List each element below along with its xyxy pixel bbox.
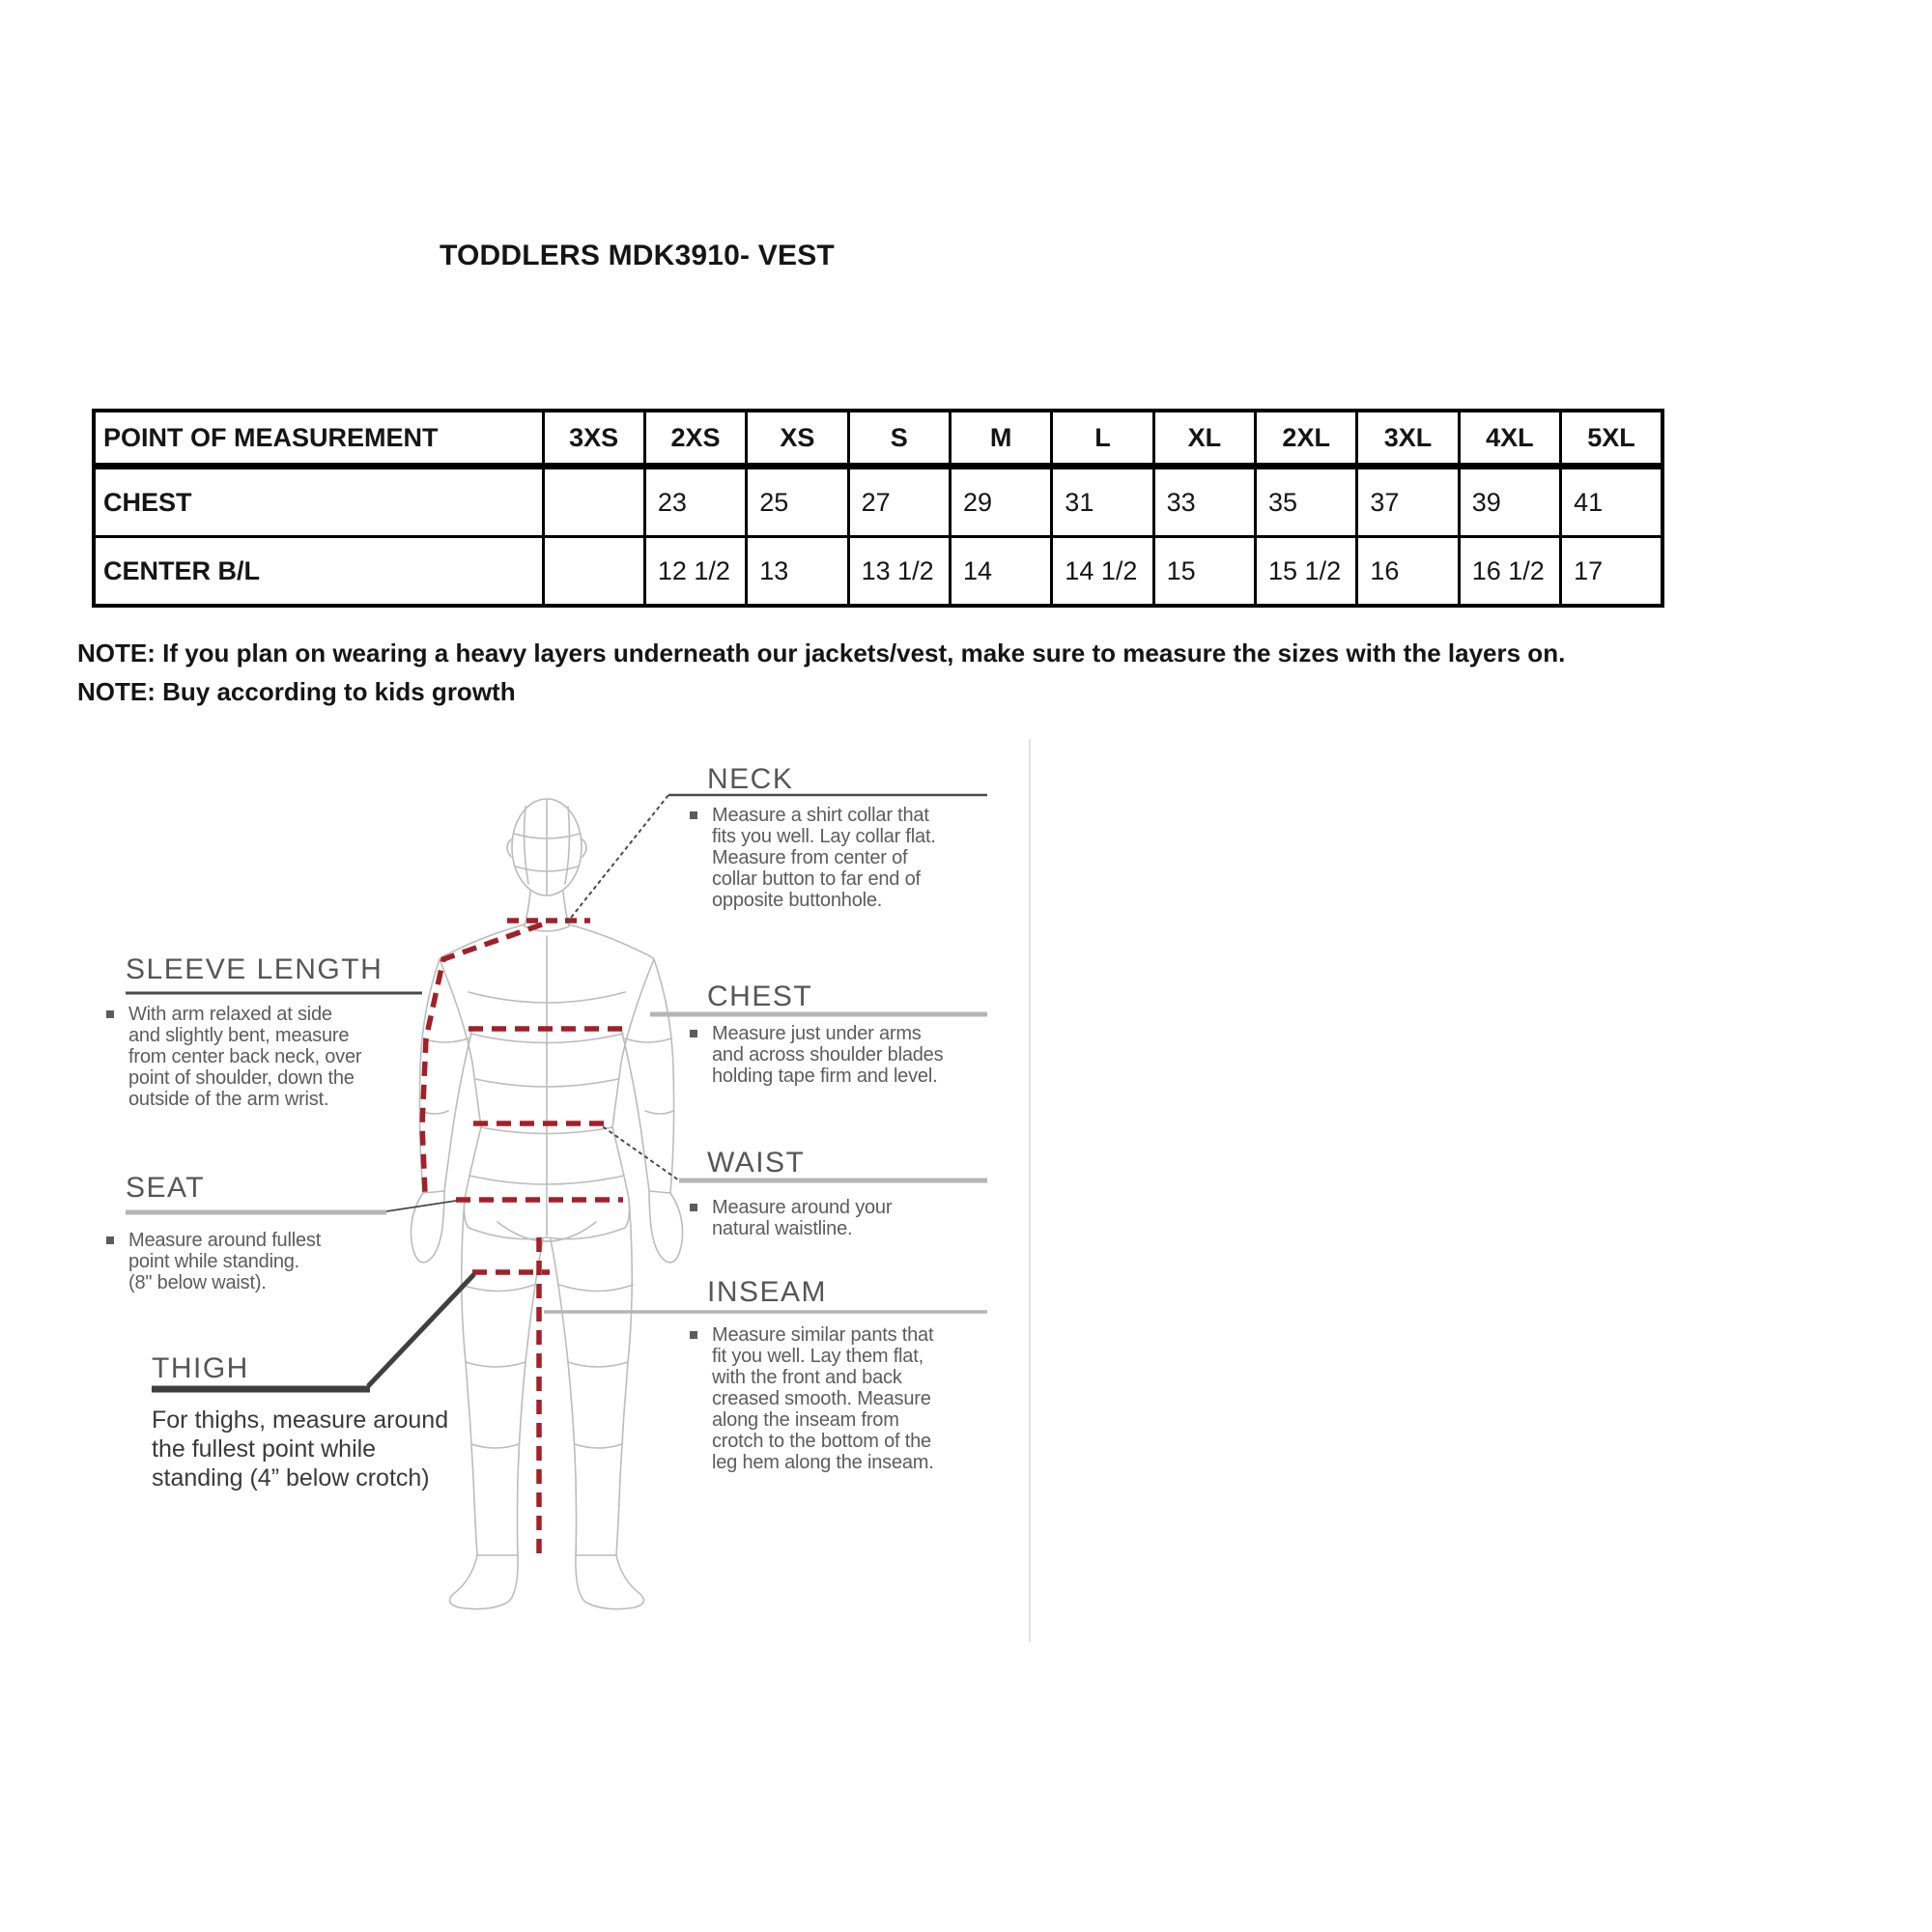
cell: 39 [1459,467,1560,537]
description-line: With arm relaxed at side [128,1004,332,1025]
column-header-2xl: 2XL [1256,411,1357,467]
waist-label: WAIST [707,1147,806,1179]
description-line: creased smooth. Measure [712,1388,931,1409]
description-line: Measure just under arms [712,1023,922,1044]
column-header-4xl: 4XL [1459,411,1560,467]
bullet-icon [690,1204,697,1211]
size-chart-table [92,409,1664,608]
column-header-point-of-measurement: POINT OF MEASUREMENT [94,411,543,467]
cell: 29 [950,467,1051,537]
row-label: CENTER B/L [94,537,543,607]
cell: 15 1/2 [1256,537,1357,607]
description-line: standing (4” below crotch) [152,1464,430,1492]
table-row-chest [94,467,1662,537]
cell: 16 1/2 [1459,537,1560,607]
seat-description [128,1230,321,1293]
thigh-label: THIGH [152,1352,249,1384]
column-header-5xl: 5XL [1561,411,1662,467]
row-label: CHEST [94,467,543,537]
description-line: (8" below waist). [128,1272,267,1293]
chest-label: CHEST [707,980,813,1012]
description-line: crotch to the bottom of the [712,1431,931,1452]
cell: 23 [644,467,746,537]
description-line: collar button to far end of [712,868,921,890]
description-line: and across shoulder blades [712,1044,944,1065]
note-kids-growth: NOTE: Buy according to kids growth [77,677,516,706]
column-header-xl: XL [1153,411,1255,467]
description-line: fit you well. Lay them flat, [712,1346,923,1367]
description-line: leg hem along the inseam. [712,1452,934,1473]
description-line: fits you well. Lay collar flat. [712,826,936,847]
description-line: from center back neck, over [128,1046,362,1067]
description-line: For thighs, measure around [152,1406,449,1434]
cell: 14 [950,537,1051,607]
description-line: point of shoulder, down the [128,1067,355,1089]
column-header-s: S [848,411,950,467]
cell [543,467,644,537]
waist-description [712,1197,892,1239]
seat-leader-line [386,1201,456,1211]
neck-label: NECK [707,763,794,795]
description-line: with the front and back [712,1367,902,1388]
chest-description [712,1023,943,1087]
column-header-m: M [950,411,1051,467]
description-line: natural waistline. [712,1218,853,1239]
description-line: and slightly bent, measure [128,1025,350,1046]
description-line: point while standing. [128,1251,300,1272]
thigh-leader-line [368,1274,474,1386]
cell: 33 [1153,467,1255,537]
cell: 16 [1357,537,1459,607]
cell: 25 [747,467,848,537]
cell: 15 [1153,537,1255,607]
sleeve-length-description [128,1004,361,1110]
description-line: along the inseam from [712,1409,899,1431]
description-line: Measure around your [712,1197,893,1218]
cell: 27 [848,467,950,537]
description-line: Measure from center of [712,847,908,868]
description-line: outside of the arm wrist. [128,1089,329,1110]
inseam-label: INSEAM [707,1276,828,1308]
note-layers: NOTE: If you plan on wearing a heavy layers underneath our jackets/vest, make sure to measure the sizes with the layers on. [77,639,1566,668]
bullet-icon [690,811,697,819]
cell: 13 1/2 [848,537,950,607]
cell: 14 1/2 [1052,537,1153,607]
cell: 41 [1561,467,1662,537]
sleeve-measure-line [422,924,542,1193]
cell: 13 [747,537,848,607]
cell: 31 [1052,467,1153,537]
body-measurement-diagram [82,739,1031,1642]
neck-description [712,805,936,911]
thigh-description [152,1406,448,1492]
cell: 35 [1256,467,1357,537]
table-header-row [94,411,1662,467]
sleeve-length-label: SLEEVE LENGTH [126,953,384,985]
inseam-description [712,1324,934,1473]
bullet-icon [690,1030,697,1037]
seat-label: SEAT [126,1172,206,1204]
bullet-icon [106,1236,114,1244]
description-line: Measure similar pants that [712,1324,934,1346]
cell: 17 [1561,537,1662,607]
description-line: the fullest point while [152,1435,377,1463]
cell: 12 1/2 [644,537,746,607]
column-header-2xs: 2XS [644,411,746,467]
column-header-xs: XS [747,411,848,467]
table-row-center-bl [94,537,1662,607]
column-header-3xl: 3XL [1357,411,1459,467]
cell [543,537,644,607]
cell: 37 [1357,467,1459,537]
description-line: Measure a shirt collar that [712,805,929,826]
column-header-l: L [1052,411,1153,467]
bullet-icon [690,1331,697,1339]
description-line: opposite buttonhole. [712,890,883,911]
neck-leader-line [567,795,668,923]
description-line: Measure around fullest [128,1230,322,1251]
bullet-icon [106,1010,114,1018]
column-header-3xs: 3XS [543,411,644,467]
page-title: TODDLERS MDK3910- VEST [440,240,835,271]
description-line: holding tape firm and level. [712,1065,938,1087]
